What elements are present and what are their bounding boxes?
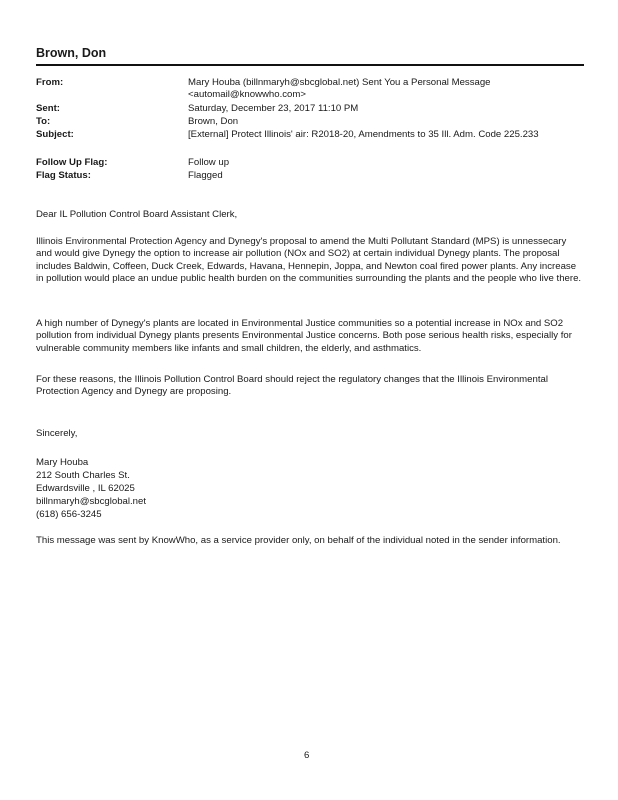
from-address: <automail@knowwho.com> [188,89,306,100]
flag-status-label: Flag Status: [36,170,91,181]
paragraph-2-text: A high number of Dynegy's plants are located in Environmental Justice communities so a potential increase in NOx and SO2 pollution from individual Dynegy plants presents Environmental Justice concerns. Both pose serious health risks, especially for vulnerable community members like infants and small children, the elderly, and asthmatics. [36,318,572,354]
page-number: 6 [304,750,310,761]
from-sender: Mary Houba (billnmaryh@sbcglobal.net) Sent You a Personal Message [188,77,491,88]
paragraph-1 [36,236,584,286]
paragraph-3-text: For these reasons, the Illinois Pollution Control Board should reject the regulatory changes that the Illinois Environmental Protection Agency and Dynegy are proposing. [36,374,548,398]
closing [36,428,584,440]
subject-label: Subject: [36,129,74,140]
paragraph-1-text: Illinois Environmental Protection Agency and Dynegy's proposal to amend the Multi Pollutant Standard (MPS) is unnessecary and would give Dynegy the option to increase air pollution (NOx and SO2) at certain individual Dynegy plants. The proposal includes Baldwin, Coffeen, Duck Creek, Edwards, Havana, Hennepin, Joppa, and Newton coal fired power plants. Any increase in pollution would place an undue public health burden on the communities surrounding the plants and the people who live there. [36,236,582,285]
paragraph-3 [36,374,584,399]
heading-rule [36,64,584,66]
signature-phone: (618) 656-3245 [36,509,102,520]
signature-name: Mary Houba [36,457,89,468]
signature-block [36,456,146,521]
signature-street: 212 South Charles St. [36,470,130,481]
from-value [188,77,584,101]
greeting [36,209,584,221]
to-label: To: [36,116,51,127]
follow-up-label: Follow Up Flag: [36,157,108,168]
flag-status-value: Flagged [188,170,223,181]
footer-note [36,535,584,547]
greeting-text: Dear IL Pollution Control Board Assistant Clerk, [36,209,238,220]
sent-label: Sent: [36,103,60,114]
paragraph-2 [36,318,584,355]
follow-up-value: Follow up [188,157,230,168]
footer-note-text: This message was sent by KnowWho, as a service provider only, on behalf of the individual noted in the sender information. [36,535,561,546]
subject-value: [External] Protect Illinois' air: R2018-20, Amendments to 35 Ill. Adm. Code 225.233 [188,129,539,140]
closing-text: Sincerely, [36,428,78,439]
from-label: From: [36,77,64,88]
recipient-name-heading: Brown, Don [36,46,107,60]
signature-email: billnmaryh@sbcglobal.net [36,496,146,507]
to-value: Brown, Don [188,116,239,127]
sent-value: Saturday, December 23, 2017 11:10 PM [188,103,359,114]
signature-city: Edwardsville , IL 62025 [36,483,135,494]
